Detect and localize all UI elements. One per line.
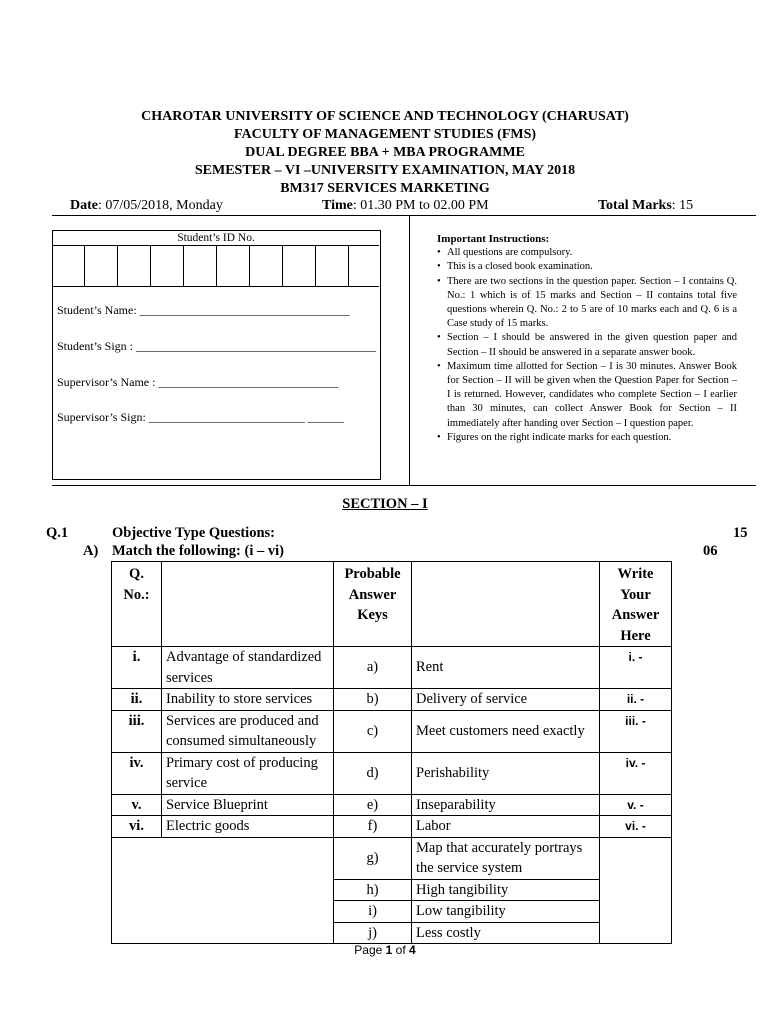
- match-table: [111, 561, 672, 944]
- total-marks: [598, 198, 693, 214]
- student-sign-field[interactable]: Student’s Sign : ________________________________________: [57, 339, 377, 353]
- row-key: h): [334, 879, 412, 901]
- instructions-list: [437, 246, 737, 445]
- answer-cell[interactable]: ii. -: [600, 689, 672, 711]
- q1-number: Q.1: [46, 525, 69, 541]
- q1a-marks: 06: [703, 543, 718, 559]
- row-key: d): [334, 752, 412, 794]
- row-number: v.: [112, 794, 162, 816]
- answer-cell[interactable]: iv. -: [600, 752, 672, 794]
- header-blank: [162, 562, 334, 647]
- student-id-label: Student’s ID No.: [177, 232, 255, 244]
- time-label: Time: [322, 198, 353, 213]
- row-answer: Meet customers need exactly: [412, 710, 600, 752]
- row-key: g): [334, 837, 412, 879]
- instructions-title: Important Instructions:: [437, 233, 550, 245]
- instruction-item: • This is a closed book examination.: [437, 260, 737, 274]
- answer-cell[interactable]: iii. -: [600, 710, 672, 752]
- bottom-rule: [52, 485, 756, 486]
- row-number: ii.: [112, 689, 162, 711]
- blank-cell: [600, 837, 672, 944]
- row-key: j): [334, 922, 412, 944]
- id-cell-divider: [150, 245, 151, 286]
- exam-date: [70, 198, 223, 214]
- row-question: Electric goods: [162, 816, 334, 838]
- answer-cell[interactable]: i. -: [600, 647, 672, 689]
- programme-title: DUAL DEGREE BBA + MBA PROGRAMME: [245, 145, 525, 160]
- marks-label: Total Marks: [598, 198, 672, 213]
- row-number: iv.: [112, 752, 162, 794]
- time-value: : 01.30 PM to 02.00 PM: [352, 198, 489, 213]
- exam-time: [322, 198, 489, 214]
- table-row: [112, 689, 672, 711]
- section-title: SECTION – I: [342, 496, 428, 512]
- row-key: f): [334, 816, 412, 838]
- column-divider: [409, 215, 410, 486]
- header-keys: Probable Answer Keys: [334, 562, 412, 647]
- row-question: Services are produced and consumed simultaneously: [162, 710, 334, 752]
- date-value: : 07/05/2018, Monday: [98, 198, 223, 213]
- row-key: b): [334, 689, 412, 711]
- id-cell-divider: [249, 245, 250, 286]
- instruction-item: • All questions are compulsory.: [437, 246, 737, 260]
- table-row: [112, 647, 672, 689]
- row-question: Inability to store services: [162, 689, 334, 711]
- table-row: [112, 794, 672, 816]
- instructions-panel: [437, 232, 737, 445]
- header-qno: Q. No.:: [112, 562, 162, 647]
- instruction-item: • Maximum time allotted for Section – I is 30 minutes. Answer Book for Section – II will be given when the Question Paper for Section – I is returned. However, candidates who complete Section – I earlier than 30 minutes, can collect Answer Book for Section – II immediately after handing over Section – I question paper.: [437, 360, 737, 431]
- header-write: Write Your Answer Here: [600, 562, 672, 647]
- instruction-item: • Section – I should be answered in the given question paper and Section – II should be answered in a separate answer book.: [437, 331, 737, 359]
- row-key: e): [334, 794, 412, 816]
- top-rule: [52, 215, 756, 216]
- row-number: iii.: [112, 710, 162, 752]
- id-cell-divider: [117, 245, 118, 286]
- id-cell-divider: [282, 245, 283, 286]
- row-question: Advantage of standardized services: [162, 647, 334, 689]
- q1-title: Objective Type Questions:: [112, 525, 275, 541]
- q1a-title: Match the following: (i – vi): [112, 543, 284, 559]
- id-cell-divider: [84, 245, 85, 286]
- id-cell-divider: [216, 245, 217, 286]
- q1a-label: A): [83, 543, 99, 559]
- marks-value: : 15: [671, 198, 694, 213]
- footer-page: 1: [385, 943, 393, 957]
- university-title: CHAROTAR UNIVERSITY OF SCIENCE AND TECHNOLOGY (CHARUSAT): [141, 109, 629, 124]
- table-row: [112, 710, 672, 752]
- row-answer: Delivery of service: [412, 689, 600, 711]
- row-answer: Inseparability: [412, 794, 600, 816]
- row-question: Service Blueprint: [162, 794, 334, 816]
- instruction-item: • There are two sections in the question paper. Section – I contains Q. No.: 1 which is of 15 marks and Section – II contains total five questions wherein Q. No.: 2 to 5 are of 10 marks each and Q. 6 is a Case study of 15 marks.: [437, 275, 737, 332]
- row-answer: Map that accurately portrays the service system: [412, 837, 600, 879]
- id-cell-divider: [183, 245, 184, 286]
- row-key: c): [334, 710, 412, 752]
- row-number: vi.: [112, 816, 162, 838]
- faculty-title: FACULTY OF MANAGEMENT STUDIES (FMS): [233, 127, 537, 142]
- row-number: i.: [112, 647, 162, 689]
- blank-cell: [112, 837, 334, 944]
- instruction-item: • Figures on the right indicate marks for each question.: [437, 431, 737, 445]
- answer-cell[interactable]: vi. -: [600, 816, 672, 838]
- footer-prefix: Page: [354, 943, 386, 957]
- id-cell-divider: [315, 245, 316, 286]
- footer-total: 4: [409, 943, 416, 957]
- table-row: [112, 816, 672, 838]
- row-answer: Perishability: [412, 752, 600, 794]
- course-title: BM317 SERVICES MARKETING: [280, 181, 490, 196]
- supervisor-sign-field[interactable]: Supervisor’s Sign: __________________________ ______: [57, 410, 344, 424]
- date-label: Date: [70, 198, 98, 213]
- supervisor-name-field[interactable]: Supervisor’s Name : ______________________________: [57, 375, 339, 389]
- row-answer: Less costly: [412, 922, 600, 944]
- header-blank: [412, 562, 600, 647]
- table-header-row: [112, 562, 672, 647]
- row-key: i): [334, 901, 412, 923]
- row-answer: High tangibility: [412, 879, 600, 901]
- row-answer: Low tangibility: [412, 901, 600, 923]
- semester-title: SEMESTER – VI –UNIVERSITY EXAMINATION, MAY 2018: [194, 163, 576, 178]
- id-cell-divider: [348, 245, 349, 286]
- student-name-field[interactable]: Student’s Name: ___________________________________: [57, 303, 350, 317]
- footer-mid: of: [392, 943, 410, 957]
- row-key: a): [334, 647, 412, 689]
- table-row: [112, 837, 672, 879]
- row-answer: Labor: [412, 816, 600, 838]
- row-answer: Rent: [412, 647, 600, 689]
- q1-marks: 15: [733, 525, 748, 541]
- table-row: [112, 752, 672, 794]
- row-question: Primary cost of producing service: [162, 752, 334, 794]
- answer-cell[interactable]: v. -: [600, 794, 672, 816]
- page-footer: [0, 943, 770, 957]
